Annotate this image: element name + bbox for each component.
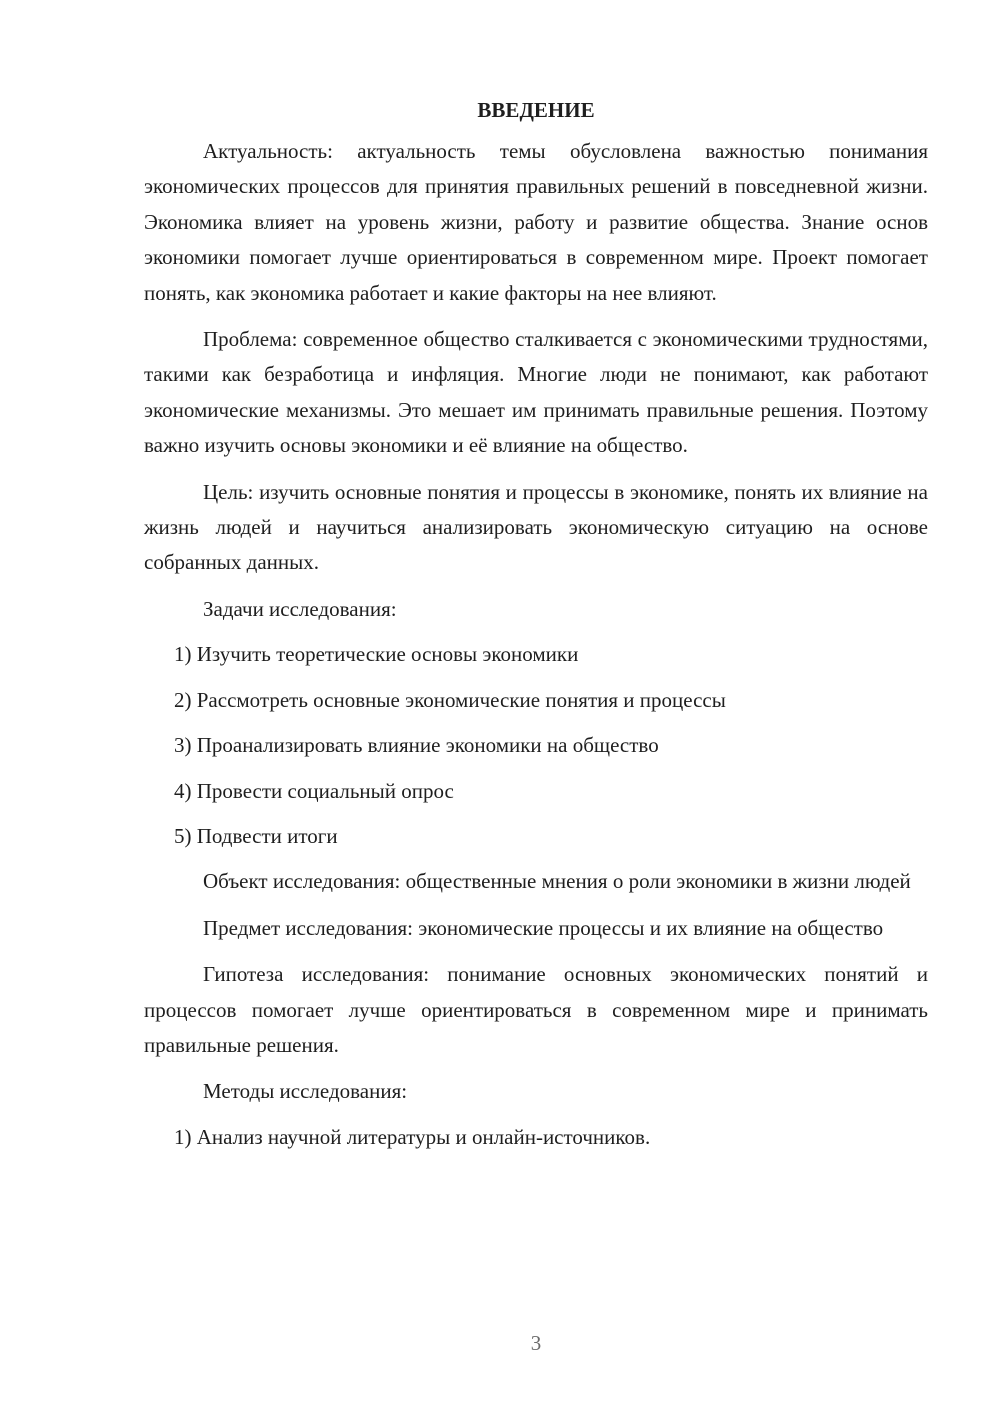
paragraph-relevance: Актуальность: актуальность темы обусловлена важностью понимания экономических процессов для принятия правильных решений в повседневной жизни. Экономика влияет на уровень жизни, работу и развитие общества. Знание основ экономики помогает лучше ориентироваться в современном мире. Проект помогает понять, как экономика работает и какие факторы на нее влияют.: [144, 139, 928, 305]
paragraph-subject: Предмет исследования: экономические процессы и их влияние на общество: [203, 915, 884, 940]
task-item: 5) Подвести итоги: [174, 823, 338, 848]
page-content: [144, 95, 928, 1155]
paragraph-hypothesis: Гипотеза исследования: понимание основных экономических понятий и процессов помогает лучше ориентироваться в современном мире и принимать правильные решения.: [144, 962, 928, 1057]
paragraph-object: Объект исследования: общественные мнения о роли экономики в жизни людей: [203, 869, 911, 894]
paragraph-problem: Проблема: современное общество сталкивается с экономическими трудностями, такими как безработица и инфляция. Многие люди не понимают, как работают экономические механизмы. Это мешает им принимать правильные решения. Поэтому важно изучить основы экономики и её влияние на общество.: [144, 327, 928, 458]
task-item: 4) Провести социальный опрос: [174, 778, 454, 803]
task-item: 1) Изучить теоретические основы экономики: [174, 642, 579, 667]
methods-heading: Методы исследования:: [203, 1079, 408, 1104]
task-item: 3) Проанализировать влияние экономики на общество: [174, 733, 659, 758]
page-number: 3: [530, 1331, 542, 1355]
section-title: ВВЕДЕНИЕ: [477, 98, 595, 122]
task-item: 2) Рассмотреть основные экономические понятия и процессы: [174, 687, 726, 712]
paragraph-goal: Цель: изучить основные понятия и процессы в экономике, понять их влияние на жизнь людей и научиться анализировать экономическую ситуацию на основе собранных данных.: [144, 479, 928, 575]
method-item: 1) Анализ научной литературы и онлайн-источников.: [174, 1124, 651, 1149]
tasks-heading: Задачи исследования:: [203, 596, 397, 621]
